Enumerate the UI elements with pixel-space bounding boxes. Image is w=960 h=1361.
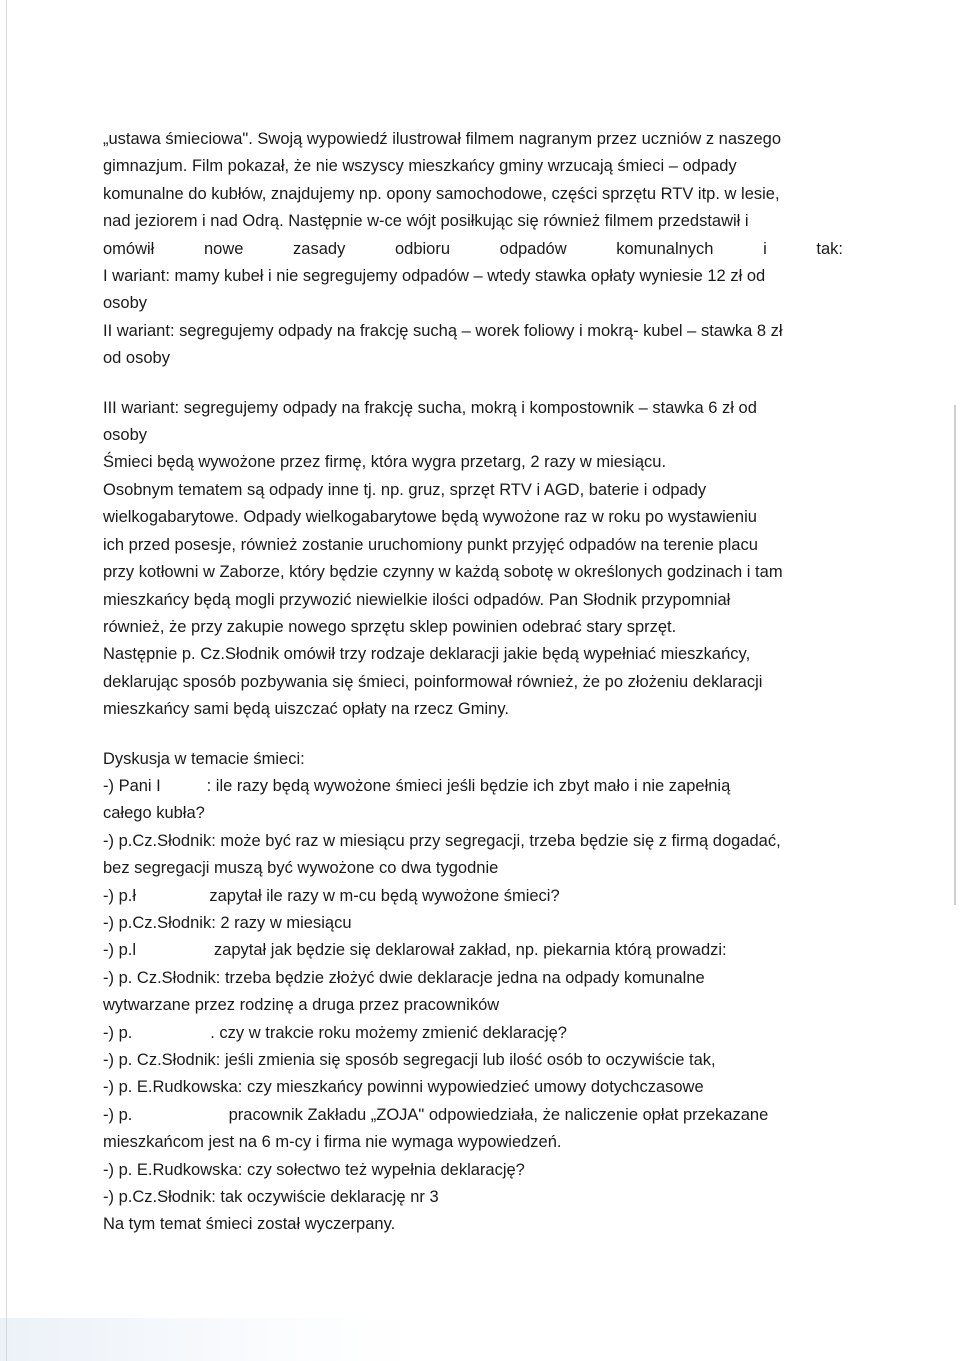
text-line: nad jeziorem i nad Odrą. Następnie w-ce wójt posiłkując się również filmem przedstawił i: [103, 212, 749, 231]
text-line: gimnazjum. Film pokazał, że nie wszyscy mieszkańcy gminy wrzucają śmieci – odpady: [103, 157, 737, 176]
paragraph-gap: [103, 724, 843, 746]
text-line: Dyskusja w temacie śmieci:: [103, 749, 305, 768]
text-line: -) Pani I : ile razy będą wywożone śmieci jeśli będzie ich zbyt mało i nie zapełnią: [103, 776, 731, 795]
text-line: III wariant: segregujemy odpady na frakcję sucha, mokrą i kompostownik – stawka 6 zł od: [103, 398, 757, 417]
text-line: mieszkańcom jest na 6 m-cy i firma nie wymaga wypowiedzeń.: [103, 1133, 562, 1152]
text-line: osoby: [103, 426, 148, 445]
text-line: wielkogabarytowe. Odpady wielkogabarytowe będą wywożone raz w roku po wystawieniu: [103, 508, 757, 527]
text-line: Śmieci będą wywożone przez firmę, która wygra przetarg, 2 razy w miesiącu.: [103, 453, 667, 472]
document-text: [103, 126, 843, 1239]
text-line: II wariant: segregujemy odpady na frakcję suchą – worek foliowy i mokrą- kubel – stawka 8 zł: [103, 321, 783, 340]
text-line: komunalne do kubłów, znajdujemy np. opony samochodowe, części sprzętu RTV itp. w lesie,: [103, 184, 780, 203]
scan-edge-line-right: [954, 405, 956, 905]
text-line: również, że przy zakupie nowego sprzętu sklep powinien odebrać stary sprzęt.: [103, 617, 677, 636]
text-line: osoby: [103, 294, 148, 313]
text-line: -) p.l zapytał jak będzie się deklarował zakład, np. piekarnia którą prowadzi:: [103, 941, 727, 960]
text-line: -) p. . czy w trakcie roku możemy zmienić deklarację?: [103, 1023, 567, 1042]
text-line: Na tym temat śmieci został wyczerpany.: [103, 1215, 396, 1234]
text-line: „ustawa śmieciowa". Swoją wypowiedź ilustrował filmem nagranym przez uczniów z naszego: [103, 130, 782, 148]
scan-edge-line: [6, 0, 7, 1361]
text-line: od osoby: [103, 349, 170, 368]
text-line: bez segregacji muszą być wywożone co dwa tygodnie: [103, 859, 499, 878]
text-line: całego kubła?: [103, 804, 205, 823]
text-line: I wariant: mamy kubeł i nie segregujemy odpadów – wtedy stawka opłaty wyniesie 12 zł od: [103, 267, 766, 286]
text-line: -) p. pracownik Zakładu „ZOJA" odpowiedziała, że naliczenie opłat przekazane: [103, 1105, 769, 1124]
text-line: -) p.Cz.Słodnik: może być raz w miesiącu przy segregacji, trzeba będzie się z firmą dogadać,: [103, 831, 781, 850]
text-line: ich przed posesje, również zostanie uruchomiony punkt przyjęć odpadów na terenie placu: [103, 535, 758, 554]
text-line: mieszkańcy sami będą uiszczać opłaty na rzecz Gminy.: [103, 700, 509, 719]
text-line: mieszkańcy będą mogli przywozić niewielkie ilości odpadów. Pan Słodnik przypomniał: [103, 590, 731, 609]
text-line: -) p.Cz.Słodnik: tak oczywiście deklarację nr 3: [103, 1188, 439, 1207]
paragraph-gap: [103, 373, 843, 395]
text-line: Osobnym tematem są odpady inne tj. np. gruz, sprzęt RTV i AGD, baterie i odpady: [103, 480, 707, 499]
text-line: wytwarzane przez rodzinę a druga przez pracowników: [103, 996, 500, 1015]
scan-smudge: [0, 1318, 420, 1361]
text-line: -) p.ł zapytał ile razy w m-cu będą wywożone śmieci?: [103, 886, 560, 905]
text-line: deklarując sposób pozbywania się śmieci, poinformował również, że po złożeniu deklaracji: [103, 672, 763, 691]
text-line: -) p. E.Rudkowska: czy mieszkańcy powinni wypowiedzieć umowy dotychczasowe: [103, 1078, 704, 1097]
text-line: przy kotłowni w Zaborze, który będzie czynny w każdą sobotę w określonych godzinach i tam: [103, 563, 783, 582]
text-line: -) p. E.Rudkowska: czy sołectwo też wypełnia deklarację?: [103, 1160, 525, 1179]
text-line: -) p. Cz.Słodnik: jeśli zmienia się sposób segregacji lub ilość osób to oczywiście tak,: [103, 1051, 716, 1069]
text-line: omówił nowe zasady odbioru odpadów komunalnych i tak:: [103, 239, 843, 258]
text-line: Następnie p. Cz.Słodnik omówił trzy rodzaje deklaracji jakie będą wypełniać mieszkańcy,: [103, 645, 751, 664]
text-line: -) p. Cz.Słodnik: trzeba będzie złożyć dwie deklaracje jedna na odpady komunalne: [103, 968, 705, 987]
text-line: -) p.Cz.Słodnik: 2 razy w miesiącu: [103, 913, 352, 932]
